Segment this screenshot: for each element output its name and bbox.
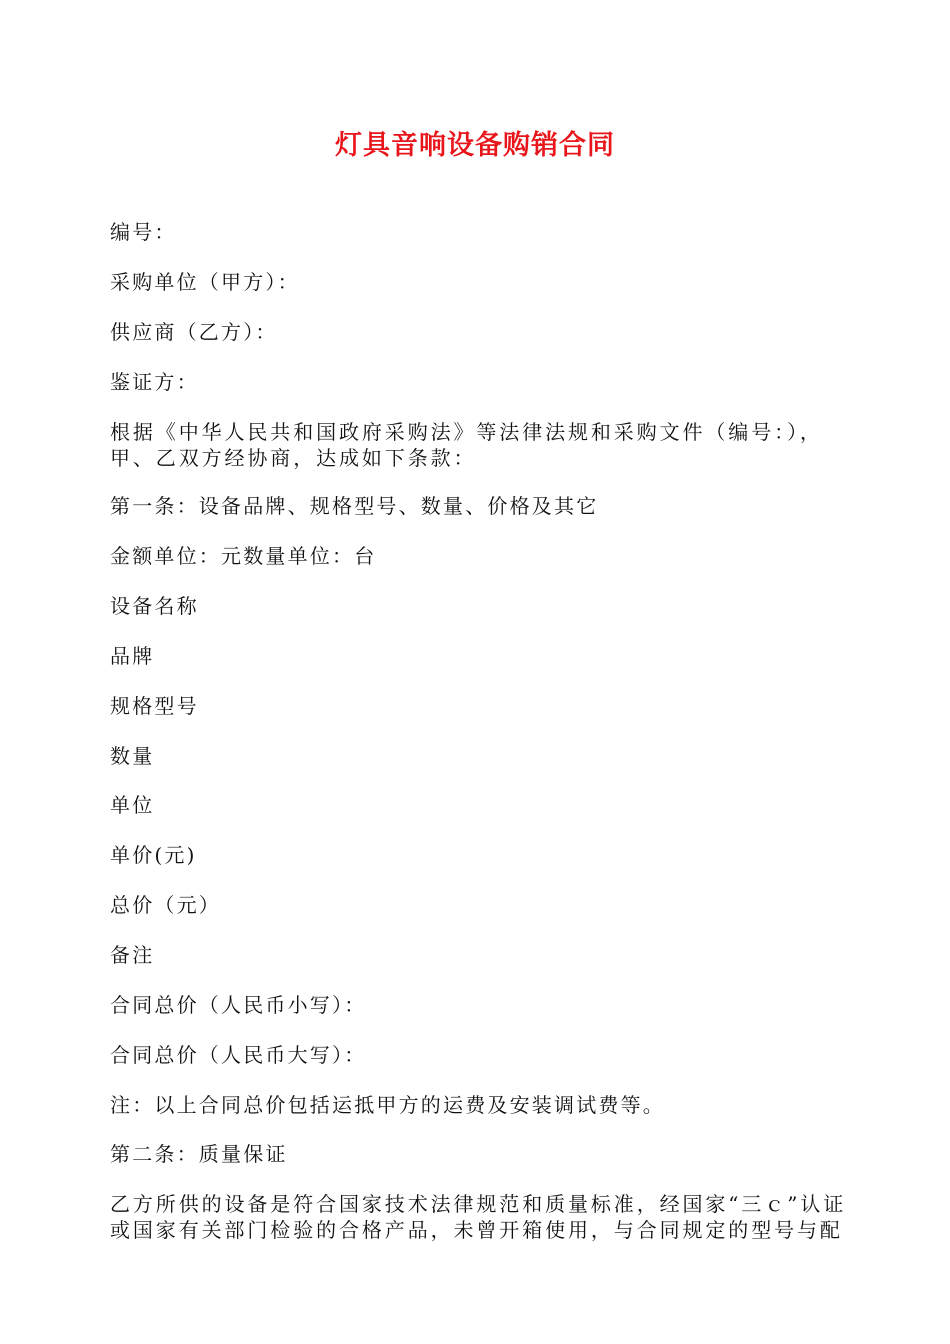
price-note: 注：以上合同总价包括运抵甲方的运费及安装调试费等。 bbox=[110, 1093, 665, 1117]
column-unit-price: 单价(元) bbox=[110, 843, 197, 867]
contract-number-label: 编号： bbox=[110, 220, 177, 244]
supplier-label: 供应商（乙方）： bbox=[110, 320, 278, 344]
basis-line: 根据《中华人民共和国政府采购法》等法律法规和采购文件（编号：）， bbox=[110, 420, 823, 444]
units-line: 金额单位：元数量单位：台 bbox=[110, 544, 377, 568]
witness-label: 鉴证方： bbox=[110, 370, 199, 394]
quality-line: 乙方所供的设备是符合国家技术法律规范和质量标准，经国家“三ｃ”认证 bbox=[110, 1192, 847, 1216]
total-uppercase-label: 合同总价（人民币大写）： bbox=[110, 1043, 367, 1067]
basis-paragraph bbox=[110, 419, 850, 471]
quality-paragraph bbox=[110, 1191, 850, 1243]
article-1-heading: 第一条：设备品牌、规格型号、数量、价格及其它 bbox=[110, 494, 599, 518]
column-remark: 备注 bbox=[110, 943, 155, 967]
column-brand: 品牌 bbox=[110, 644, 155, 668]
column-equipment-name: 设备名称 bbox=[110, 594, 199, 618]
total-lowercase-label: 合同总价（人民币小写）： bbox=[110, 993, 367, 1017]
buyer-label: 采购单位（甲方）： bbox=[110, 270, 300, 294]
column-unit: 单位 bbox=[110, 793, 155, 817]
column-total-price: 总价（元） bbox=[110, 893, 221, 917]
column-quantity: 数量 bbox=[110, 744, 155, 768]
document-title: 灯具音响设备购销合同 bbox=[335, 130, 615, 161]
column-model: 规格型号 bbox=[110, 694, 199, 718]
quality-line: 或国家有关部门检验的合格产品，未曾开箱使用，与合同规定的型号与配 bbox=[110, 1218, 843, 1242]
article-2-heading: 第二条：质量保证 bbox=[110, 1142, 288, 1166]
basis-line: 甲、乙双方经协商，达成如下条款： bbox=[110, 446, 477, 470]
